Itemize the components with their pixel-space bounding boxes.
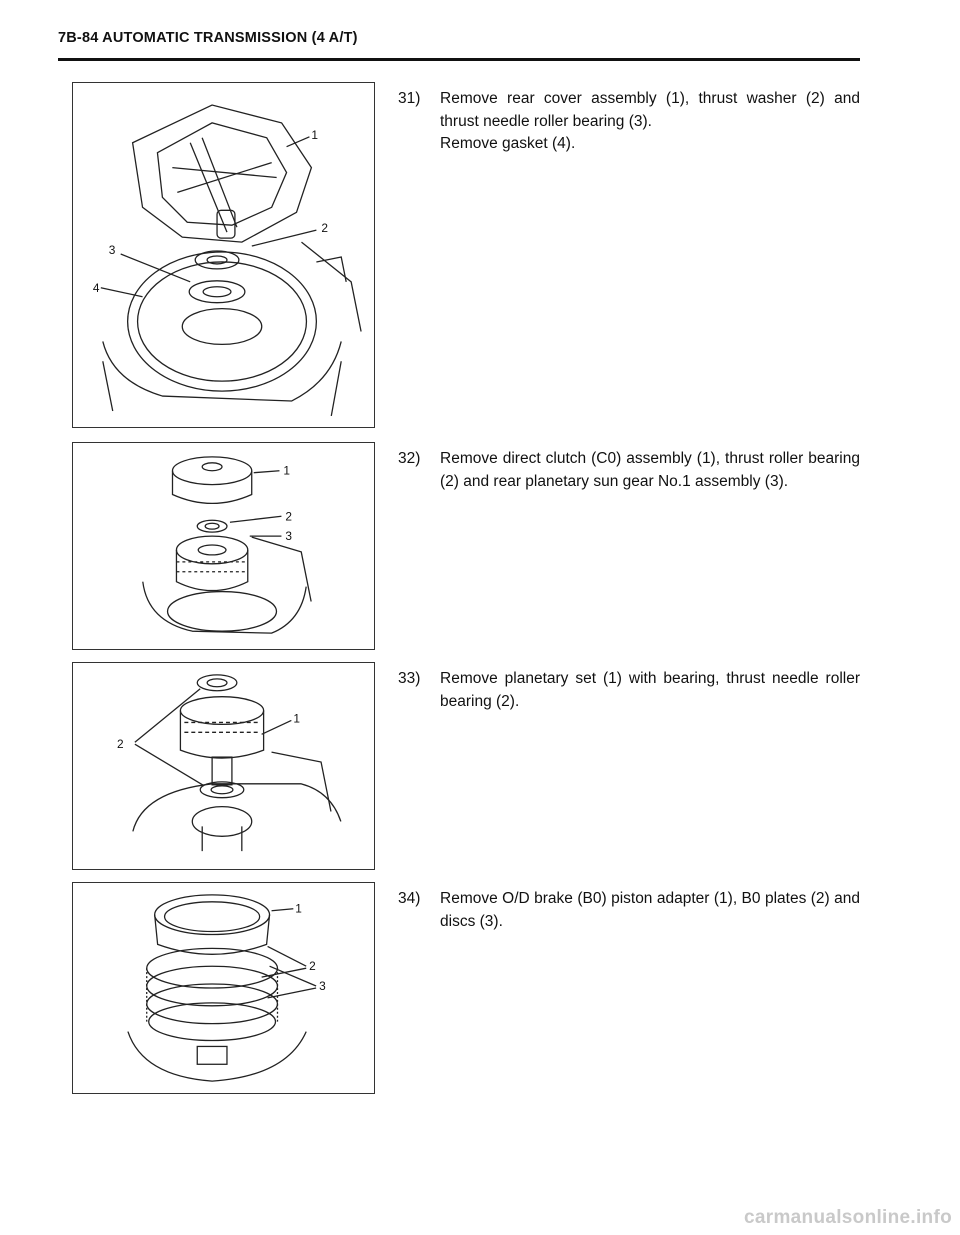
step-number: 32) xyxy=(398,450,421,467)
callout-1: 1 xyxy=(293,711,300,726)
step-31 xyxy=(398,88,860,156)
planetary-set-illustration xyxy=(73,663,374,869)
callout-1: 1 xyxy=(295,901,302,916)
direct-clutch-illustration xyxy=(73,443,374,649)
step-text: Remove direct clutch (C0) assembly (1), thrust roller bearing (2) and rear planetary sun gear No.1 assembly (3). xyxy=(440,450,860,490)
rear-cover-illustration xyxy=(73,83,374,427)
step-34 xyxy=(398,888,860,933)
callout-3: 3 xyxy=(319,978,326,993)
step-33 xyxy=(398,668,860,713)
callout-2: 2 xyxy=(309,959,316,974)
callout-2: 2 xyxy=(117,737,124,752)
callout-1: 1 xyxy=(311,127,319,142)
step-text: Remove rear cover assembly (1), thrust washer (2) and thrust needle roller bearing (3). xyxy=(440,90,860,130)
step-text: Remove O/D brake (B0) piston adapter (1), B0 plates (2) and discs (3). xyxy=(440,890,860,930)
callout-2: 2 xyxy=(285,509,293,524)
step-32 xyxy=(398,448,860,493)
figure-direct-clutch xyxy=(72,442,375,650)
figure-od-brake xyxy=(72,882,375,1094)
step-number: 31) xyxy=(398,90,421,107)
callout-3: 3 xyxy=(108,243,116,258)
od-brake-illustration xyxy=(73,883,374,1093)
figure-rear-cover xyxy=(72,82,375,428)
figure-planetary-set xyxy=(72,662,375,870)
callout-3: 3 xyxy=(285,529,293,544)
step-text: Remove planetary set (1) with bearing, thrust needle roller bearing (2). xyxy=(440,670,860,710)
step-number: 33) xyxy=(398,670,421,687)
header-rule xyxy=(58,58,860,61)
callout-2: 2 xyxy=(321,221,328,236)
watermark-text: carmanualsonline.info xyxy=(744,1207,952,1228)
page-header-title: 7B-84 AUTOMATIC TRANSMISSION (4 A/T) xyxy=(58,30,358,46)
step-number: 34) xyxy=(398,890,421,907)
callout-1: 1 xyxy=(283,463,291,478)
step-extra-text: Remove gasket (4). xyxy=(440,135,576,152)
callout-4: 4 xyxy=(92,280,100,295)
